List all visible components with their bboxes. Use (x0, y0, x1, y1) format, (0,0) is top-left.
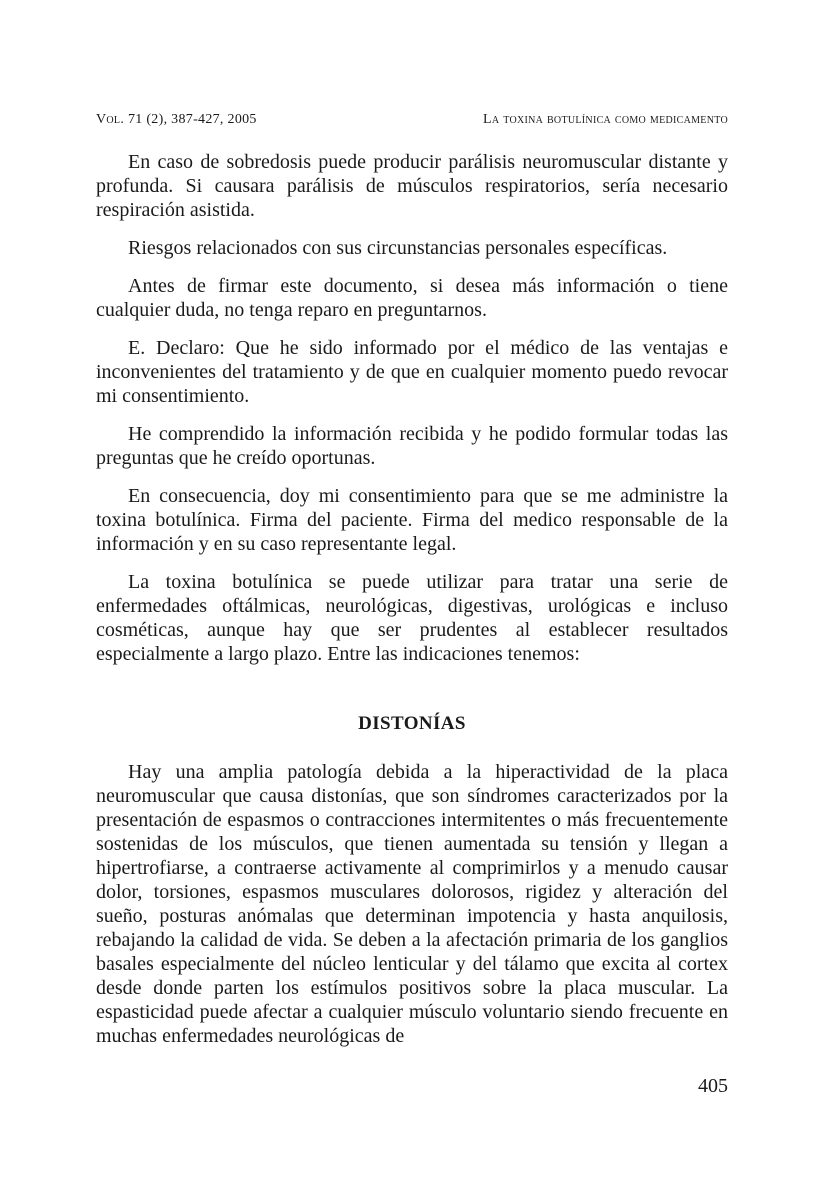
paragraph-overdose: En caso de sobredosis puede producir parálisis neuromuscular distante y profunda. Si causara parálisis de músculos respiratorios, sería necesario respiración asistida. (96, 151, 728, 221)
paragraph-indications: La toxina botulínica se puede utilizar para tratar una serie de enfermedades oftálmicas, neurológicas, digestivas, urológicas e incluso cosméticas, aunque hay que ser prudentes al establecer resultados especialmente a largo plazo. Entre las indicaciones tenemos: (96, 571, 728, 665)
paragraph-before-signing: Antes de firmar este documento, si desea más información o tiene cualquier duda, no tenga reparo en preguntarnos. (96, 275, 728, 321)
paragraph-consent: En consecuencia, doy mi consentimiento para que se me administre la toxina botulínica. Firma del paciente. Firma del medico responsable de la información y en su caso representante legal. (96, 485, 728, 555)
paragraph-dystonias: Hay una amplia patología debida a la hiperactividad de la placa neuromuscular que causa distonías, que son síndromes caracterizados por la presentación de espasmos o contracciones intermitentes o más frecuentemente sostenidas de los músculos, que tienen aumentada su tensión y llegan a hipertrofiarse, a contraerse activamente al comprimirlos y a menudo causar dolor, torsiones, espasmos musculares dolorosos, rigidez y alteración del sueño, posturas anómalas que determinan impotencia y hasta anquilosis, rebajando la calidad de vida. Se deben a la afectación primaria de los ganglios basales especialmente del núcleo lenticular y del tálamo que excita al cortex desde donde parten los estímulos positivos sobre la placa muscular. La espasticidad puede afectar a cualquier músculo voluntario siendo frecuente en muchas enfermedades neurológicas de (96, 761, 728, 1047)
page-number: 405 (698, 1075, 728, 1097)
paragraph-declaration: E. Declaro: Que he sido informado por el médico de las ventajas e inconvenientes del tratamiento y de que en cualquier momento puedo revocar mi consentimiento. (96, 337, 728, 407)
body-text (96, 150, 728, 1062)
section-heading: DISTONÍAS (358, 713, 466, 734)
paragraph-understood: He comprendido la información recibida y he podido formular todas las preguntas que he creído oportunas. (96, 423, 728, 469)
paragraph-risks: Riesgos relacionados con sus circunstancias personales específicas. (128, 237, 668, 259)
running-title: La toxina botulínica como medicamento (483, 112, 728, 127)
document-page (96, 0, 728, 1200)
journal-volume-citation: Vol. 71 (2), 387-427, 2005 (96, 112, 257, 127)
